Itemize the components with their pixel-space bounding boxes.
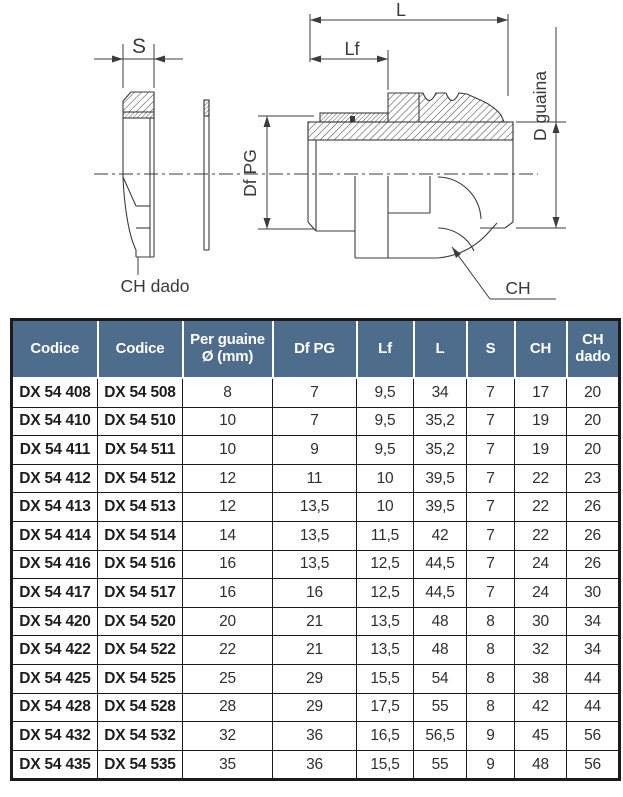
code-cell: DX 54 414	[12, 521, 98, 550]
column-header-8: CH dado	[567, 320, 620, 379]
table-row	[12, 607, 620, 636]
value-cell: 13,5	[273, 521, 357, 550]
value-cell: 48	[515, 750, 567, 780]
technical-drawing	[0, 0, 623, 314]
value-cell: 21	[273, 607, 357, 636]
value-cell: 32	[515, 636, 567, 665]
dim-label-d-guaina: D guaina	[530, 70, 550, 142]
value-cell: 8	[467, 693, 515, 722]
washer-drawing	[204, 100, 209, 250]
code-cell: DX 54 513	[98, 493, 183, 522]
value-cell: 12,5	[357, 579, 414, 608]
value-cell: 9,5	[357, 436, 414, 465]
value-cell: 14	[183, 521, 273, 550]
value-cell: 55	[414, 750, 467, 780]
value-cell: 36	[273, 722, 357, 751]
value-cell: 22	[515, 521, 567, 550]
value-cell: 7	[467, 550, 515, 579]
table-row	[12, 722, 620, 751]
value-cell: 48	[414, 636, 467, 665]
code-cell: DX 54 514	[98, 521, 183, 550]
value-cell: 56,5	[414, 722, 467, 751]
code-cell: DX 54 432	[12, 722, 98, 751]
value-cell: 7	[467, 436, 515, 465]
value-cell: 24	[515, 550, 567, 579]
value-cell: 16,5	[357, 722, 414, 751]
column-header-3: Df PG	[273, 320, 357, 379]
column-header-5: L	[414, 320, 467, 379]
value-cell: 25	[183, 664, 273, 693]
value-cell: 26	[567, 493, 620, 522]
value-cell: 10	[183, 436, 273, 465]
dim-label-lf: Lf	[344, 39, 360, 59]
code-cell: DX 54 410	[12, 407, 98, 436]
dim-label-l: L	[395, 0, 407, 20]
value-cell: 54	[414, 664, 467, 693]
value-cell: 7	[273, 378, 357, 407]
value-cell: 56	[567, 750, 620, 780]
value-cell: 35	[183, 750, 273, 780]
value-cell: 29	[273, 693, 357, 722]
value-cell: 7	[467, 378, 515, 407]
code-cell: DX 54 412	[12, 464, 98, 493]
value-cell: 9	[273, 436, 357, 465]
value-cell: 26	[567, 550, 620, 579]
code-cell: DX 54 528	[98, 693, 183, 722]
value-cell: 20	[567, 378, 620, 407]
code-cell: DX 54 420	[12, 607, 98, 636]
value-cell: 34	[414, 378, 467, 407]
value-cell: 44,5	[414, 550, 467, 579]
value-cell: 56	[567, 722, 620, 751]
code-cell: DX 54 435	[12, 750, 98, 780]
value-cell: 11	[273, 464, 357, 493]
value-cell: 10	[183, 407, 273, 436]
value-cell: 39,5	[414, 464, 467, 493]
value-cell: 7	[467, 464, 515, 493]
column-header-1: Codice	[98, 320, 183, 379]
value-cell: 32	[183, 722, 273, 751]
value-cell: 21	[273, 636, 357, 665]
value-cell: 7	[467, 579, 515, 608]
value-cell: 9,5	[357, 407, 414, 436]
value-cell: 22	[515, 464, 567, 493]
value-cell: 13,5	[273, 493, 357, 522]
value-cell: 11,5	[357, 521, 414, 550]
value-cell: 42	[414, 521, 467, 550]
table-row	[12, 693, 620, 722]
code-cell: DX 54 520	[98, 607, 183, 636]
value-cell: 39,5	[414, 493, 467, 522]
dim-label-ch: CH	[505, 278, 531, 298]
table-row	[12, 579, 620, 608]
table-row	[12, 464, 620, 493]
value-cell: 8	[467, 607, 515, 636]
value-cell: 35,2	[414, 436, 467, 465]
column-header-0: Codice	[12, 320, 98, 379]
value-cell: 7	[467, 493, 515, 522]
value-cell: 36	[273, 750, 357, 780]
value-cell: 16	[273, 579, 357, 608]
table-row	[12, 407, 620, 436]
column-header-2: Per guaine Ø (mm)	[183, 320, 273, 379]
value-cell: 9,5	[357, 378, 414, 407]
code-cell: DX 54 517	[98, 579, 183, 608]
value-cell: 20	[567, 436, 620, 465]
dimension-df-pg	[258, 116, 314, 229]
code-cell: DX 54 422	[12, 636, 98, 665]
code-cell: DX 54 522	[98, 636, 183, 665]
value-cell: 15,5	[357, 664, 414, 693]
value-cell: 17,5	[357, 693, 414, 722]
code-cell: DX 54 416	[12, 550, 98, 579]
gland-section-drawing	[308, 93, 513, 258]
value-cell: 13,5	[357, 636, 414, 665]
table-row	[12, 664, 620, 693]
value-cell: 45	[515, 722, 567, 751]
code-cell: DX 54 411	[12, 436, 98, 465]
code-cell: DX 54 508	[98, 378, 183, 407]
value-cell: 12	[183, 493, 273, 522]
value-cell: 10	[357, 464, 414, 493]
code-cell: DX 54 428	[12, 693, 98, 722]
value-cell: 7	[467, 407, 515, 436]
value-cell: 34	[567, 607, 620, 636]
code-cell: DX 54 408	[12, 378, 98, 407]
dimension-l	[310, 14, 508, 96]
value-cell: 8	[467, 636, 515, 665]
value-cell: 7	[273, 407, 357, 436]
code-cell: DX 54 535	[98, 750, 183, 780]
code-cell: DX 54 516	[98, 550, 183, 579]
value-cell: 7	[467, 521, 515, 550]
column-header-6: S	[467, 320, 515, 379]
value-cell: 48	[414, 607, 467, 636]
table-row	[12, 636, 620, 665]
dimension-table	[10, 318, 621, 781]
value-cell: 44	[567, 693, 620, 722]
table-row	[12, 521, 620, 550]
value-cell: 23	[567, 464, 620, 493]
table-row	[12, 750, 620, 780]
value-cell: 9	[467, 722, 515, 751]
value-cell: 44,5	[414, 579, 467, 608]
code-cell: DX 54 413	[12, 493, 98, 522]
value-cell: 15,5	[357, 750, 414, 780]
table-row	[12, 493, 620, 522]
value-cell: 24	[515, 579, 567, 608]
code-cell: DX 54 532	[98, 722, 183, 751]
table-row	[12, 378, 620, 407]
code-cell: DX 54 525	[98, 664, 183, 693]
value-cell: 13,5	[357, 607, 414, 636]
value-cell: 19	[515, 436, 567, 465]
value-cell: 12,5	[357, 550, 414, 579]
value-cell: 17	[515, 378, 567, 407]
value-cell: 30	[567, 579, 620, 608]
value-cell: 20	[183, 607, 273, 636]
column-header-4: Lf	[357, 320, 414, 379]
value-cell: 16	[183, 550, 273, 579]
table-header-row	[12, 320, 620, 379]
value-cell: 28	[183, 693, 273, 722]
value-cell: 9	[467, 750, 515, 780]
value-cell: 16	[183, 579, 273, 608]
code-cell: DX 54 511	[98, 436, 183, 465]
value-cell: 35,2	[414, 407, 467, 436]
value-cell: 8	[467, 664, 515, 693]
column-header-7: CH	[515, 320, 567, 379]
code-cell: DX 54 417	[12, 579, 98, 608]
value-cell: 22	[183, 636, 273, 665]
value-cell: 10	[357, 493, 414, 522]
value-cell: 38	[515, 664, 567, 693]
value-cell: 55	[414, 693, 467, 722]
value-cell: 20	[567, 407, 620, 436]
dim-label-s: S	[131, 35, 147, 58]
value-cell: 44	[567, 664, 620, 693]
code-cell: DX 54 425	[12, 664, 98, 693]
ch-leader	[452, 247, 556, 299]
value-cell: 19	[515, 407, 567, 436]
table-body	[12, 378, 620, 780]
value-cell: 42	[515, 693, 567, 722]
value-cell: 34	[567, 636, 620, 665]
value-cell: 30	[515, 607, 567, 636]
table-row	[12, 436, 620, 465]
value-cell: 12	[183, 464, 273, 493]
value-cell: 22	[515, 493, 567, 522]
code-cell: DX 54 510	[98, 407, 183, 436]
dim-label-ch-dado: CH dado	[120, 276, 190, 296]
dim-label-df-pg: Df PG	[240, 149, 260, 197]
value-cell: 8	[183, 378, 273, 407]
value-cell: 29	[273, 664, 357, 693]
value-cell: 13,5	[273, 550, 357, 579]
table-row	[12, 550, 620, 579]
value-cell: 26	[567, 521, 620, 550]
code-cell: DX 54 512	[98, 464, 183, 493]
